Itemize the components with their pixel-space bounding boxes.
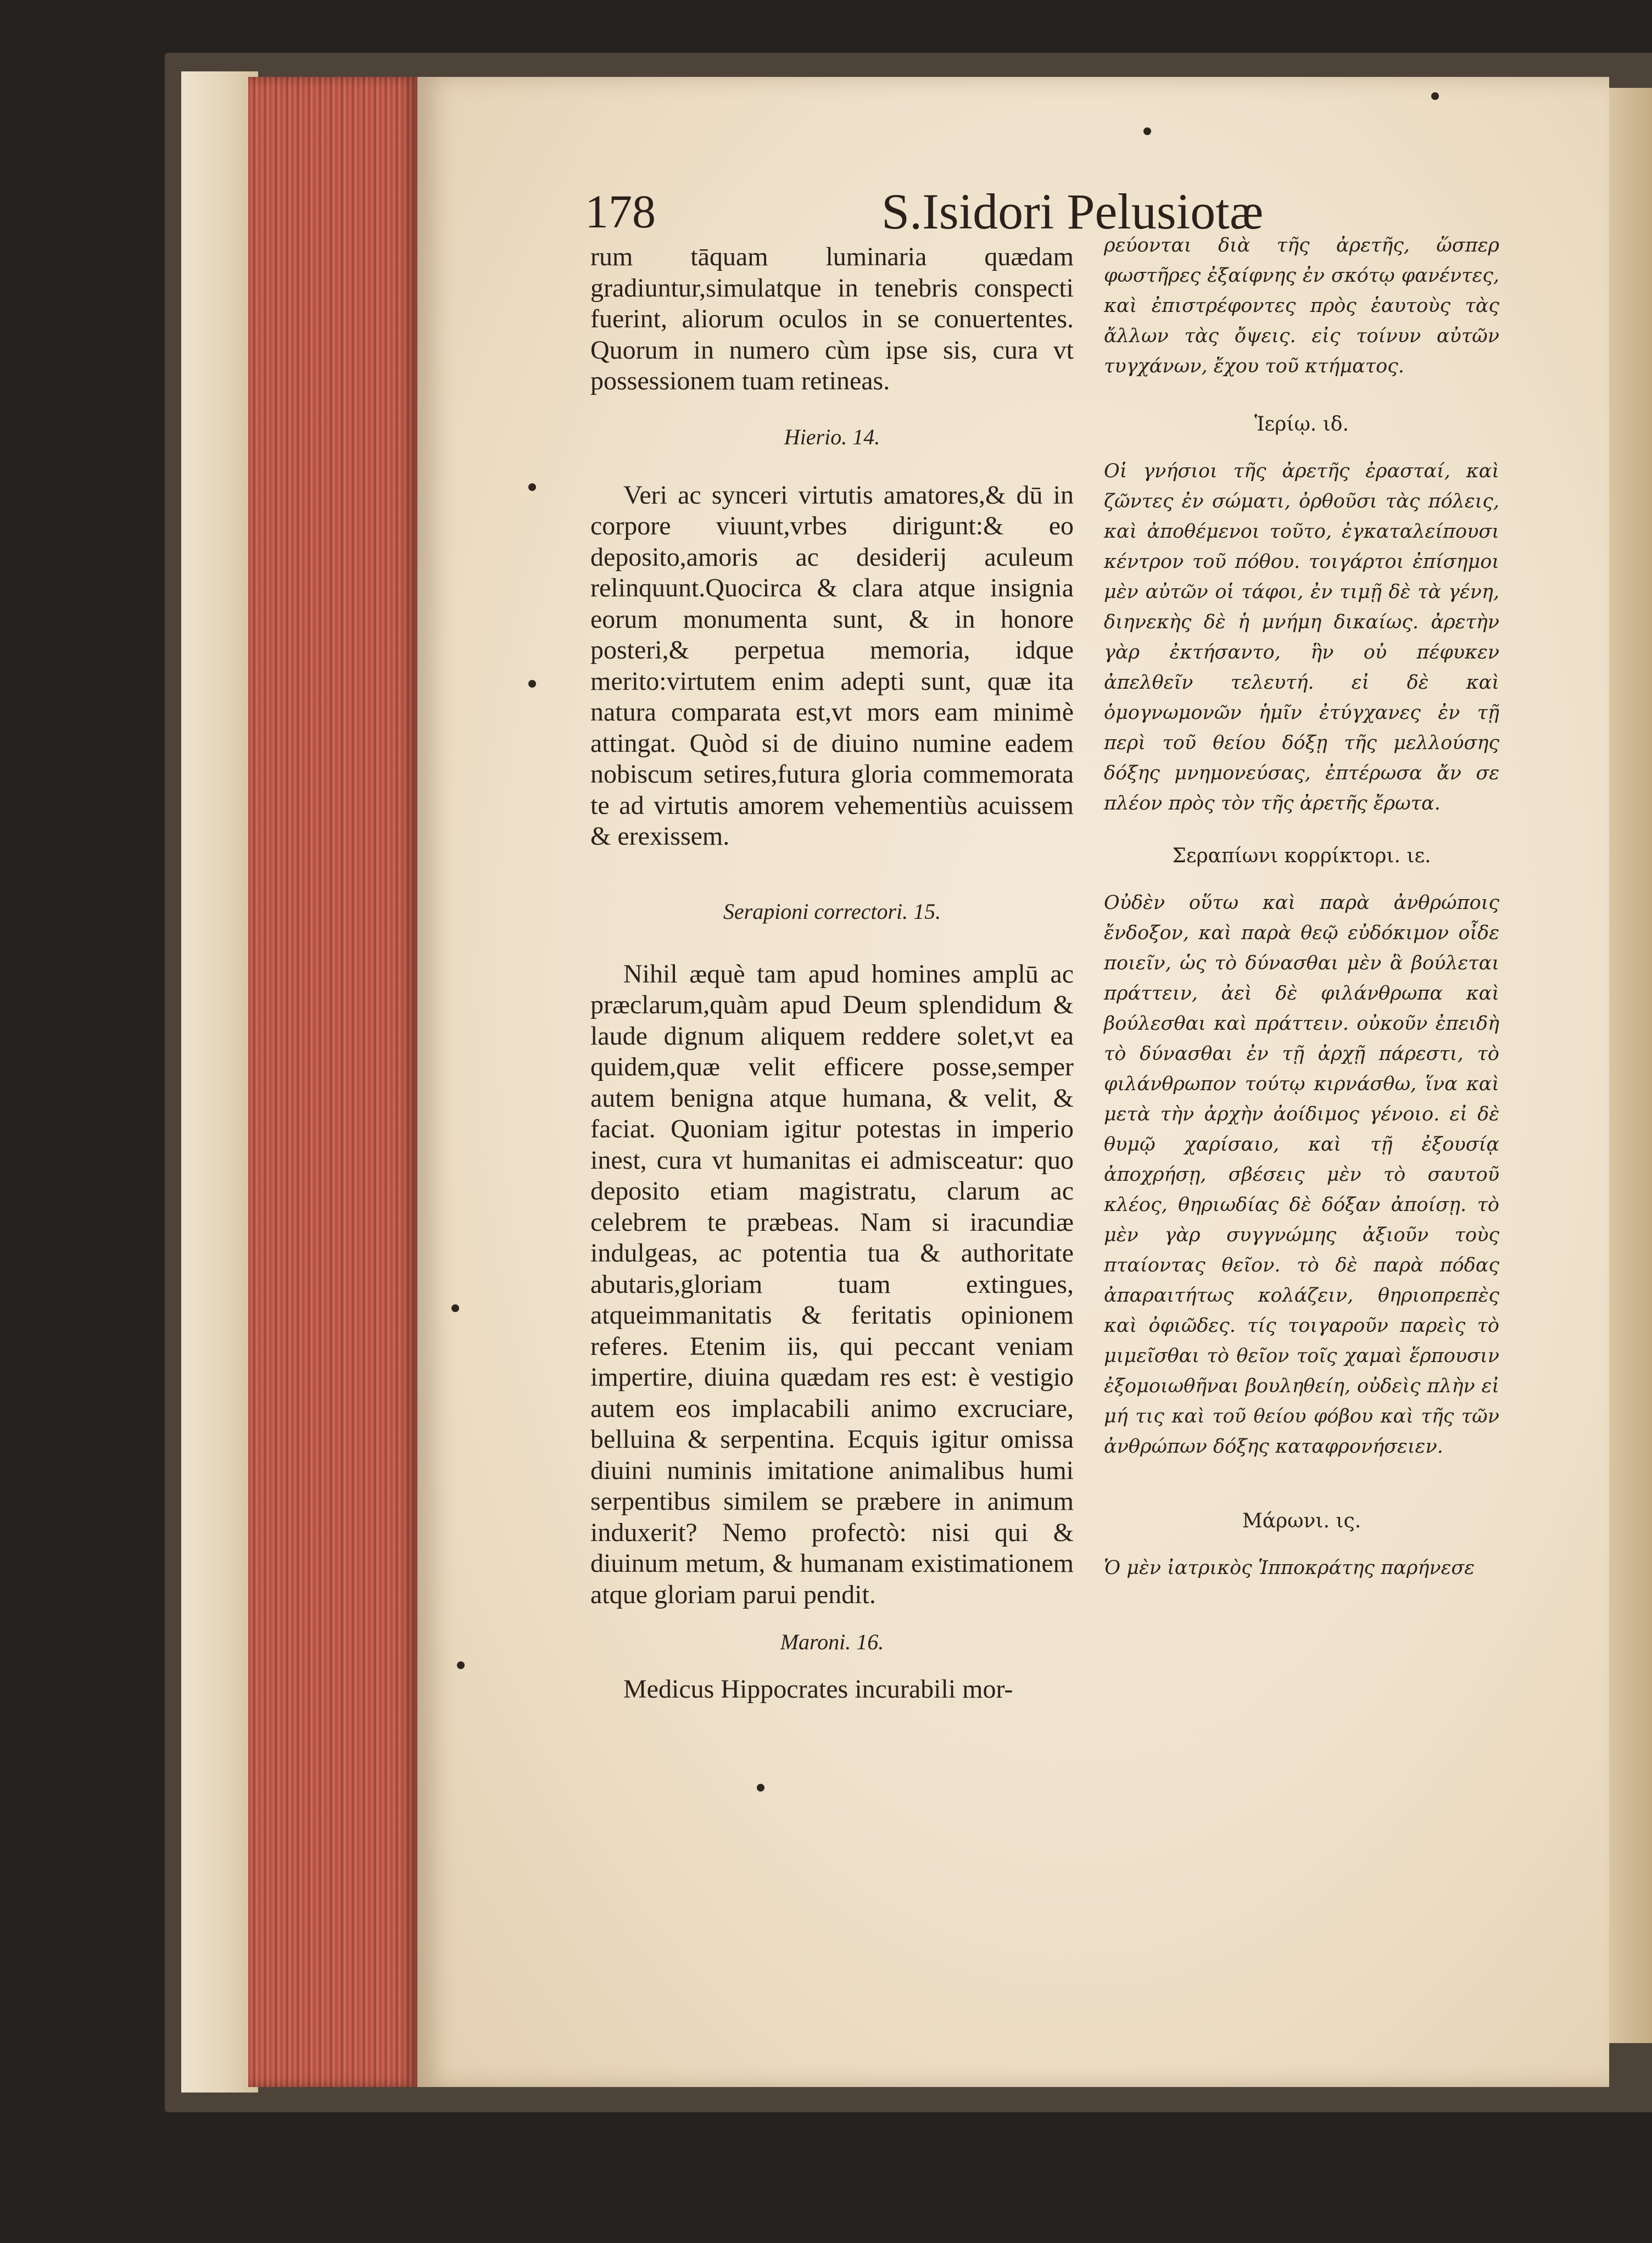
latin-heading-serapioni: Serapioni correctori. 15. <box>723 899 941 924</box>
paper-hole <box>757 1784 764 1792</box>
latin-heading-maroni: Maroni. 16. <box>780 1630 884 1654</box>
greek-column <box>1104 231 1499 1583</box>
paper-hole <box>1431 92 1439 100</box>
opposite-page-edge <box>1609 88 1652 2043</box>
cover-inner-board <box>181 71 258 2093</box>
latin-letter-hierio: Veri ac synceri virtutis amatores,& dū in corpore viuunt,vrbes dirigunt:& eo deposito,amoris ac desiderij aculeum relinquunt.Quocirca & clara atque insignia eorum monumenta sunt, & in honore posteri,& perpetua memoria, idque merito:virtutem enim adepti sunt, quæ ita natura comparata est,vt mors eam minimè attingat. Quòd si de diuino numine eadem nobiscum setires,futura gloria commemorata te ad virtutis amorem vehementiùs acuissem & erexissem. <box>590 480 1074 851</box>
latin-letter-maroni: Medicus Hippocrates incurabili mor- <box>623 1675 1013 1704</box>
latin-heading-hierio: Hierio. 14. <box>784 424 880 449</box>
greek-letter-serapioni: Οὐδὲν οὕτω καὶ παρὰ ἀνθρώποις ἔνδοξον, καὶ παρὰ θεῷ εὐδόκιμον οἶδε ποιεῖν, ὡς τὸ δύνασθαι μὲν ἃ βούλεται πράττειν, ἀεὶ δὲ φιλάνθρωπα καὶ βούλεσθαι καὶ πράττειν. οὐκοῦν ἐπειδὴ τὸ δύνασθαι ἐν τῇ ἀρχῇ πάρεστι, τὸ φιλάνθρωπον τούτῳ κιρνάσθω, ἵνα καὶ μετὰ τὴν ἀρχὴν ἀοίδιμος γένοιο. εἰ δὲ θυμῷ χαρίσαιο, καὶ τῇ ἐξουσίᾳ ἀποχρήσῃ, σβέσεις μὲν τὸ σαυτοῦ κλέος, θηριωδίας δὲ δόξαν ἀποίσῃ. τὸ μὲν γὰρ συγγνώμης ἀξιοῦν τοὺς πταίοντας θεῖον. τὸ δὲ παρὰ πόδας ἀπαραιτήτως κολάζειν, θηριοπρεπὲς καὶ ὀφιῶδες. τίς τοιγαροῦν παρεὶς τὸ μιμεῖσθαι τὸ θεῖον τοῖς χαμαὶ ἕρπουσιν ἐξομοιωθῆναι βουληθείη, οὐδεὶς πλὴν εἰ μή τις καὶ τοῦ θείου φόβου καὶ τῆς τῶν ἀνθρώπων δόξης καταφρονήσειεν. <box>1104 892 1499 1458</box>
red-page-edges <box>248 77 418 2087</box>
greek-opening-text: ρεύονται διὰ τῆς ἀρετῆς, ὥσπερ φωστῆρες ἐξαίφνης ἐν σκότῳ φανέντες, καὶ ἐπιστρέφοντες πρὸς ἑαυτοὺς τὰς ἄλλων τὰς ὄψεις. εἰς τοίνυν αὐτῶν τυγχάνων, ἔχου τοῦ κτήματος. <box>1104 235 1499 377</box>
greek-letter-hierio: Οἱ γνήσιοι τῆς ἀρετῆς ἐρασταί, καὶ ζῶντες ἐν σώματι, ὀρθοῦσι τὰς πόλεις, καὶ ἀποθέμενοι τοῦτο, ἐγκαταλείπουσι κέντρον τοῦ πόθου. τοιγάρτοι ἐπίσημοι μὲν αὐτῶν οἱ τάφοι, ἐν τιμῇ δὲ τὰ γένη, διηνεκὴς δὲ ἡ μνήμη δικαίως. ἀρετὴν γὰρ ἐκτήσαντο, ἣν οὐ πέφυκεν ἀπελθεῖν τελευτή. εἰ δὲ καὶ ὁμογνωμονῶν ἡμῖν ἐτύγχανες ἐν τῇ περὶ τοῦ θείου δόξῃ τῆς μελλούσης δόξης μνημονεύσας, ἐπτέρωσα ἄν σε πλέον πρὸς τὸν τῆς ἀρετῆς ἔρωτα. <box>1104 460 1499 814</box>
greek-letter-maroni: Ὁ μὲν ἰατρικὸς Ἱπποκράτης παρήνεσε <box>1104 1557 1475 1579</box>
latin-column <box>590 242 1074 1705</box>
greek-heading-serapioni: Σεραπίωνι κορρίκτορι. ιε. <box>1172 845 1431 867</box>
running-title: S.Isidori Pelusiotæ <box>881 183 1264 239</box>
paper-hole <box>528 680 536 688</box>
greek-heading-maroni: Μάρωνι. ις. <box>1242 1510 1361 1532</box>
paper-hole <box>528 483 536 491</box>
latin-letter-serapioni: Nihil æquè tam apud homines amplū ac præclarum,quàm apud Deum splendidum & laude dignum aliquem reddere solet,vt ea quidem,quæ velit efficere posse,semper autem benigna atque humana, & velit, & faciat. Quoniam igitur potestas in imperio inest, cura vt humanitas ei admisceatur: quo deposito etiam magistratu, clarum ac celebrem te præbeas. Nam si iracundiæ indulgeas, ac potentia tua & authoritate abutaris,gloriam tuam extingues, atqueimmanitatis & feritatis opinionem referes. Etenim iis, qui peccant veniam impertire, diuina quædam res est: è vestigio autem eos implacabili animo excruciare, belluina & serpentina. Ecquis igitur omissa diuini numinis imitatione animalibus humi serpentibus similem se præbere in animum induxerit? Nemo profectò: nisi qui & diuinum metum, & humanam existimationem atque gloriam parui pendit. <box>590 959 1074 1609</box>
greek-heading-hierio: Ἱερίῳ. ιδ. <box>1254 413 1349 436</box>
page-number: 178 <box>585 185 656 238</box>
paper-hole <box>457 1661 465 1669</box>
paper-hole <box>1143 127 1151 135</box>
paper-hole <box>451 1304 459 1312</box>
latin-opening-text: rum tāquam luminaria quædam gradiuntur,simulatque in tenebris conspecti fuerint, aliorum oculos in se conuertentes. Quorum in numero cùm ipse sis, cura vt possessionem tuam retineas. <box>590 242 1074 395</box>
